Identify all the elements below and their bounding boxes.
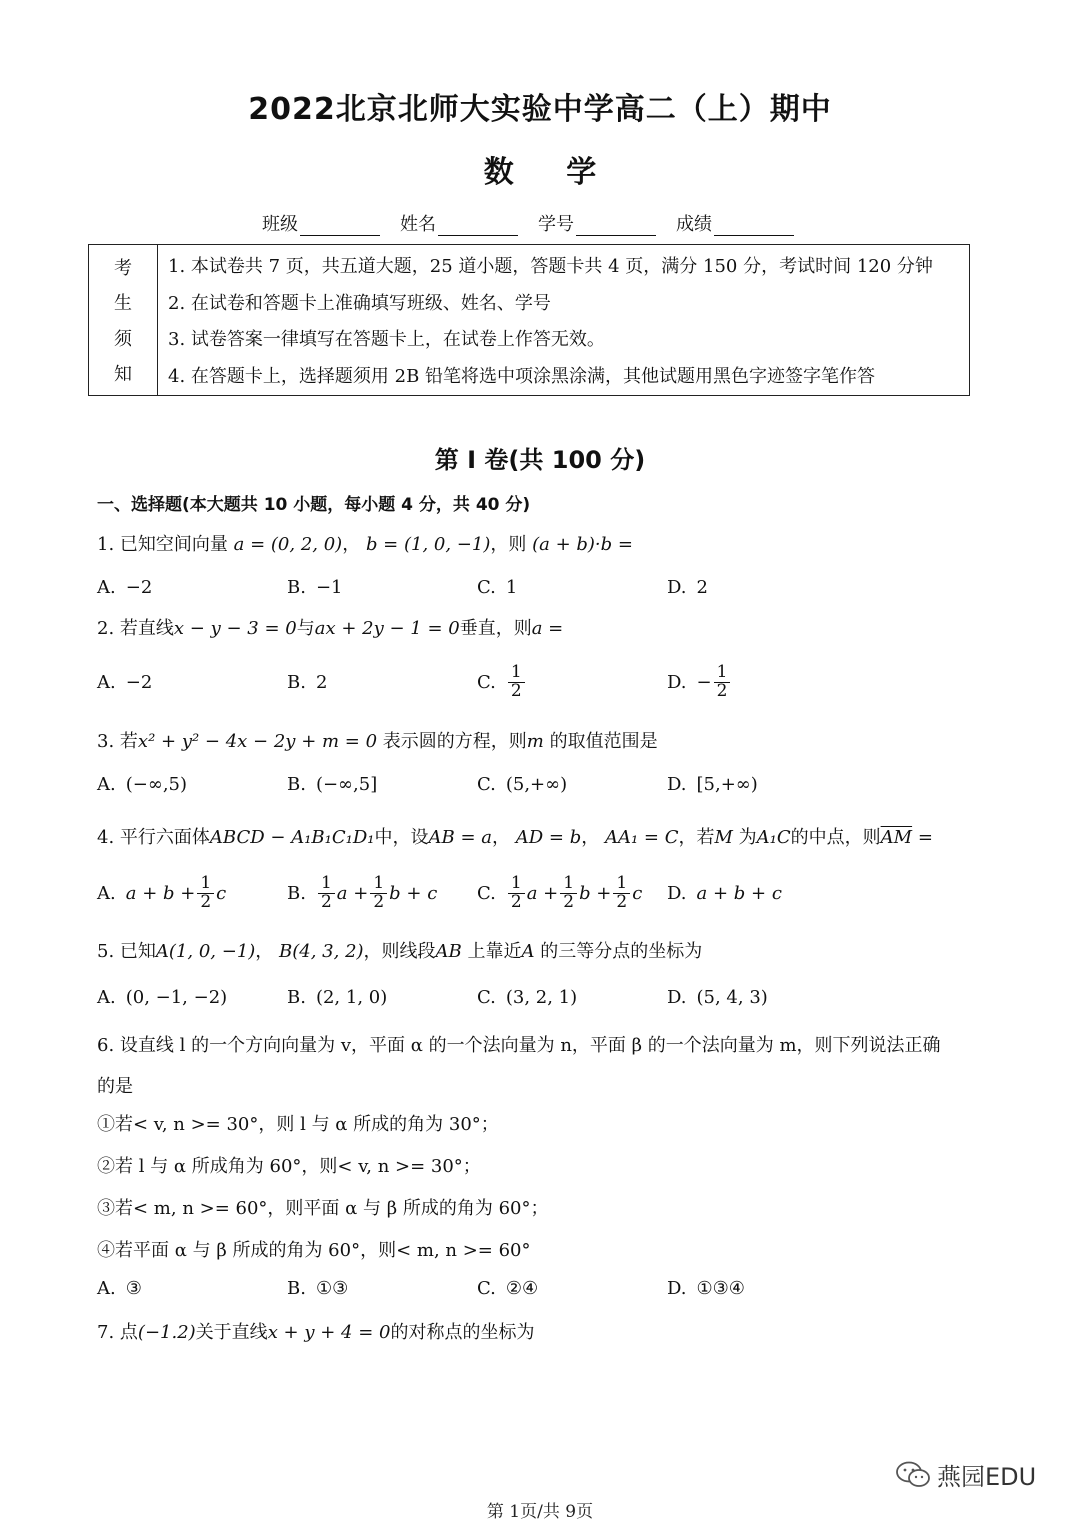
option-c[interactable]: C. $\frac{1}{2}$ a + $\frac{1}{2}$ b + $\frac{1}{2}$ c (477, 872, 643, 912)
option-a[interactable]: A. −2 (97, 576, 153, 598)
fraction: $\frac{1}{2}$ (370, 875, 387, 912)
fraction: $\frac{1}{2}$ (508, 875, 525, 912)
question-7: 7. 点(−1.2)关于直线x + y + 4 = 0的对称点的坐标为 (97, 1322, 535, 1343)
option-b[interactable]: B. $\frac{1}{2}$ a + $\frac{1}{2}$ b + c (287, 872, 438, 912)
question-3-options (97, 764, 897, 804)
student-id-blank (576, 216, 656, 236)
option-b[interactable]: B. ①③ (287, 1277, 349, 1299)
option-c[interactable]: C. (5,+∞) (477, 773, 568, 795)
notice-items (158, 245, 969, 395)
name-field: 姓名 (400, 210, 518, 236)
student-id-field: 学号 (538, 210, 656, 236)
student-info-row (262, 210, 862, 236)
watermark-text: 燕园EDU (937, 1463, 1037, 1491)
option-a[interactable]: A. ③ (97, 1277, 142, 1299)
option-c[interactable]: C. 1 (477, 576, 518, 598)
question-1: 1. 已知空间向量 a = (0, 2, 0)， b = (1, 0, −1)，则 (a + b)·b = (97, 534, 633, 555)
fraction: $\frac{1}{2}$ (714, 664, 731, 701)
option-d[interactable]: D. (5, 4, 3) (667, 986, 768, 1008)
notice-item: 2. 在试卷和答题卡上准确填写班级、姓名、学号 (168, 292, 551, 314)
option-b[interactable]: B. (2, 1, 0) (287, 986, 388, 1008)
option-b[interactable]: B. (−∞,5] (287, 773, 378, 795)
name-blank (438, 216, 518, 236)
option-d[interactable]: D. [5,+∞) (667, 773, 758, 795)
notice-item: 3. 试卷答案一律填写在答题卡上，在试卷上作答无效。 (168, 329, 605, 351)
question-1-options (97, 567, 897, 607)
option-a[interactable]: A. a + b + $\frac{1}{2}$ c (97, 872, 227, 912)
statement-1: ①若< v, n >= 30°，则 l 与 α 所成的角为 30°； (97, 1114, 499, 1135)
subject-title: 数 学 (483, 155, 597, 190)
question-5-options (97, 977, 897, 1017)
notice-label: 考 生 须 知 (89, 245, 158, 395)
option-c[interactable]: C. (3, 2, 1) (477, 986, 578, 1008)
wechat-icon (895, 1460, 931, 1490)
fraction: $\frac{1}{2}$ (197, 875, 214, 912)
option-b[interactable]: B. 2 (287, 671, 328, 693)
option-a[interactable]: A. (0, −1, −2) (97, 986, 228, 1008)
exam-title: 2022北京北师大实验中学高二（上）期中 (248, 92, 832, 127)
option-c[interactable]: C. $\frac{1}{2}$ (477, 658, 527, 706)
score-field: 成绩 (676, 210, 794, 236)
option-d[interactable]: D. 2 (667, 576, 708, 598)
question-2: 2. 若直线x − y − 3 = 0与ax + 2y − 1 = 0垂直，则a = (97, 618, 564, 639)
page-footer: 第 1页/共 9页 (486, 1502, 594, 1522)
class-blank (300, 216, 380, 236)
statement-2: ②若 l 与 α 所成角为 60°，则< v, n >= 30°； (97, 1156, 481, 1177)
watermark (895, 1457, 1036, 1492)
fraction: $\frac{1}{2}$ (560, 875, 577, 912)
notice-item: 1. 本试卷共 7 页，共五道大题，25 道小题，答题卡共 4 页，满分 150 分，考试时间 120 分钟 (168, 256, 933, 278)
option-a[interactable]: A. (−∞,5) (97, 773, 188, 795)
question-6-options (97, 1268, 897, 1308)
option-d[interactable]: D. − $\frac{1}{2}$ (667, 658, 732, 706)
fraction: $\frac{1}{2}$ (318, 875, 335, 912)
section-title: 第 I 卷(共 100 分) (434, 446, 646, 474)
question-6-continued: 的是 (97, 1076, 133, 1097)
question-5: 5. 已知A(1, 0, −1)， B(4, 3, 2)，则线段AB 上靠近A 的三等分点的坐标为 (97, 941, 703, 962)
fraction: $\frac{1}{2}$ (613, 875, 630, 912)
class-field: 班级 (262, 210, 380, 236)
question-6: 6. 设直线 l 的一个方向向量为 v，平面 α 的一个法向量为 n，平面 β 的一个法向量为 m，则下列说法正确 (97, 1035, 941, 1056)
option-d[interactable]: D. ①③④ (667, 1277, 745, 1299)
question-4: 4. 平行六面体ABCD − A₁B₁C₁D₁中，设AB = a， AD = b， AA₁ = C，若M 为A₁C的中点，则$\overline{AM}$ = (97, 827, 933, 848)
question-2-options (97, 658, 897, 706)
score-blank (714, 216, 794, 236)
notice-item: 4. 在答题卡上，选择题须用 2B 铅笔将选中项涂黑涂满，其他试题用黑色字迹签字笔作答 (168, 365, 876, 387)
part-heading: 一、选择题(本大题共 10 小题，每小题 4 分，共 40 分) (97, 495, 531, 515)
statement-4: ④若平面 α 与 β 所成的角为 60°，则< m, n >= 60° (97, 1240, 531, 1261)
fraction: $\frac{1}{2}$ (508, 664, 525, 701)
statement-3: ③若< m, n >= 60°，则平面 α 与 β 所成的角为 60°； (97, 1198, 549, 1219)
question-4-options (97, 866, 897, 920)
option-c[interactable]: C. ②④ (477, 1277, 539, 1299)
option-b[interactable]: B. −1 (287, 576, 343, 598)
option-d[interactable]: D. a + b + c (667, 882, 782, 904)
option-a[interactable]: A. −2 (97, 671, 153, 693)
notice-box (88, 244, 970, 396)
question-3: 3. 若x² + y² − 4x − 2y + m = 0 表示圆的方程，则m 的取值范围是 (97, 731, 658, 752)
